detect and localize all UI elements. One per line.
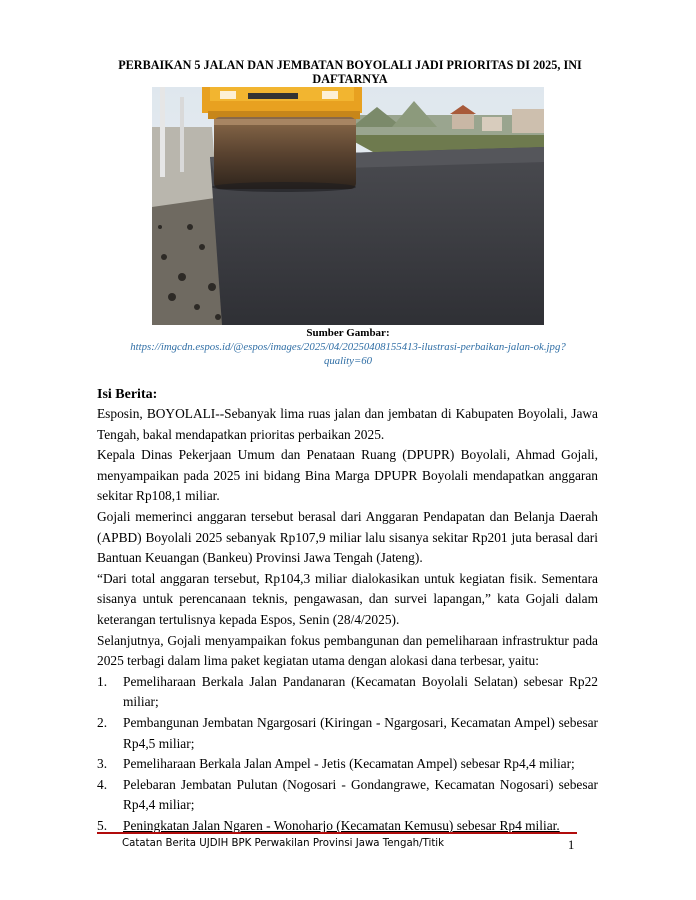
list-number: 2. — [97, 714, 108, 730]
section-heading: Isi Berita: — [97, 387, 158, 402]
article-body — [97, 404, 598, 836]
image-source-link[interactable]: https://imgcdn.espos.id/@espos/images/2025/04/20250408155413-ilustrasi-perbaikan-jalan-ok.jpg?quality=60 — [130, 341, 566, 367]
page-number: 1 — [568, 838, 575, 852]
footer-rule — [97, 832, 577, 834]
list-text: Pemeliharaan Berkala Jalan Pandanaran (Kecamatan Boyolali Selatan) sebesar Rp22 miliar; — [123, 673, 598, 710]
footer-text: Catatan Berita UJDIH BPK Perwakilan Provinsi Jawa Tengah/Titik — [122, 838, 445, 849]
list-number: 5. — [97, 817, 108, 833]
list-item — [97, 672, 598, 713]
list-item — [97, 775, 598, 816]
list-item — [97, 713, 598, 754]
list-text: Peningkatan Jalan Ngaren - Wonoharjo (Kecamatan Kemusu) sebesar Rp4 miliar. — [123, 817, 560, 833]
paragraph: Esposin, BOYOLALI--Sebanyak lima ruas jalan dan jembatan di Kabupaten Boyolali, Jawa Tengah, bakal mendapatkan prioritas perbaikan 2025. — [97, 406, 598, 442]
paragraph: Selanjutnya, Gojali menyampaikan fokus pembangunan dan pemeliharaan infrastruktur pada 2025 terbagi dalam lima paket kegiatan utama dengan alokasi dana terbesar, yaitu: — [97, 632, 598, 669]
list-number: 1. — [97, 673, 108, 689]
list-text: Pembangunan Jembatan Ngargosari (Kiringan - Ngargosari, Kecamatan Ampel) sebesar Rp4,5 miliar; — [123, 714, 598, 751]
page-title: PERBAIKAN 5 JALAN DAN JEMBATAN BOYOLALI JADI PRIORITAS DI 2025, INI DAFTARNYA — [118, 58, 582, 86]
paragraph: Gojali memerinci anggaran tersebut berasal dari Anggaran Pendapatan dan Belanja Daerah (APBD) Boyolali 2025 sebanyak Rp107,9 miliar lalu sisanya sekitar Rp201 juta berasal dari Bantuan Keuangan (Bankeu) Provinsi Jawa Tengah (Jateng). — [97, 508, 598, 566]
road-roller-photo — [152, 87, 544, 325]
list-text: Pemeliharaan Berkala Jalan Ampel - Jetis (Kecamatan Ampel) sebesar Rp4,4 miliar; — [123, 756, 575, 772]
image-caption-label: Sumber Gambar: — [306, 327, 390, 339]
paragraph: “Dari total anggaran tersebut, Rp104,3 miliar dialokasikan untuk kegiatan fisik. Sementara sisanya untuk perencanaan teknis, pengawasan, dan survei lapangan,” kata Gojali dalam keterangan tertulisnya kepada Espos, Senin (28/4/2025). — [97, 570, 598, 627]
paragraph: Kepala Dinas Pekerjaan Umum dan Penataan Ruang (DPUPR) Boyolali, Ahmad Gojali, menyampaikan pada 2025 ini bidang Bina Marga DPUPR Boyolali mendapatkan anggaran sekitar Rp108,1 miliar. — [97, 447, 598, 504]
list-item — [97, 754, 598, 775]
project-list — [97, 672, 598, 837]
list-number: 3. — [97, 756, 108, 772]
list-text: Pelebaran Jembatan Pulutan (Nogosari - Gondangrawe, Kecamatan Nogosari) sebesar Rp4,4 miliar; — [123, 776, 598, 813]
list-number: 4. — [97, 776, 108, 792]
